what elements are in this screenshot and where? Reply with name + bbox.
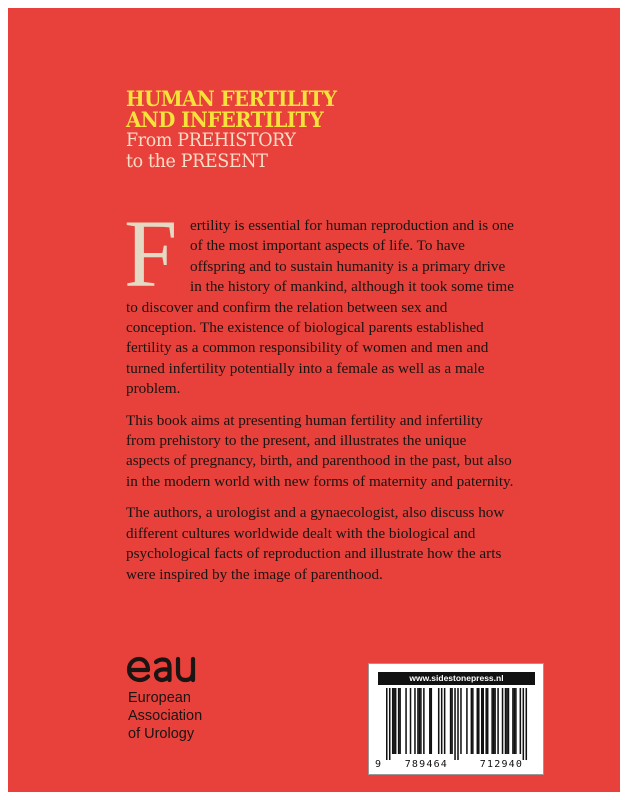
subtitle-line-2: to the PRESENT bbox=[126, 150, 268, 172]
barcode-bar bbox=[515, 688, 517, 754]
title-block bbox=[126, 88, 466, 172]
barcode-bar bbox=[485, 688, 487, 754]
barcode-bar bbox=[419, 688, 421, 754]
barcode-bar bbox=[478, 688, 480, 754]
barcode-bar bbox=[481, 688, 483, 754]
barcode-bar bbox=[526, 688, 528, 760]
barcode-icon bbox=[378, 688, 535, 762]
eau-logo-line-3: of Urology bbox=[128, 726, 195, 742]
barcode-bar bbox=[438, 688, 440, 754]
barcode-digit-first: 9 bbox=[375, 759, 383, 770]
barcode-group-1: 789464 bbox=[404, 759, 449, 770]
barcode-bar bbox=[457, 688, 459, 760]
barcode-bar bbox=[520, 688, 522, 754]
barcode-bar bbox=[472, 688, 474, 754]
title-line-2: AND INFERTILITY bbox=[126, 107, 324, 132]
blurb-paragraph-3: The authors, a urologist and a gynaecologist, also discuss how different cultures worldwide dealt with the biological and psychological facts of reproduction and illustrate how the arts were inspired by the image of parenthood. bbox=[126, 504, 505, 583]
barcode-bar bbox=[441, 688, 443, 754]
barcode-bar bbox=[423, 688, 425, 754]
blurb-paragraph-2: This book aims at presenting human fertility and infertility from prehistory to the present, and illustrates the unique aspects of pregnancy, birth, and parenthood in the past, but also in the modern world with new forms of maternity and paternity. bbox=[126, 411, 514, 490]
dropcap-letter: F bbox=[124, 200, 178, 307]
barcode-bar bbox=[431, 688, 433, 754]
dropcap-container bbox=[124, 200, 188, 307]
barcode-bar bbox=[508, 688, 510, 754]
book-back-cover bbox=[8, 8, 620, 792]
barcode-group-2: 712940 bbox=[479, 759, 524, 770]
barcode-bar bbox=[450, 688, 452, 754]
subtitle-line-1: From PREHISTORY bbox=[126, 129, 296, 151]
barcode-bar bbox=[429, 688, 431, 754]
barcode-bar bbox=[491, 688, 493, 754]
barcode-bar bbox=[451, 688, 453, 754]
barcode-label bbox=[368, 663, 544, 775]
blurb-paragraph-1-text: ertility is essential for human reproduction and is one of the most important aspects of life. To have offspring and to sustain humanity is a primary drive in the history of mankind, although it took some time to discover and confirm the relation between sex and conception. The existence of biological parents established fertility as a common responsibility of women and men and turned infertility potentially into a female as well as a male problem. bbox=[126, 217, 514, 398]
barcode-bar bbox=[417, 688, 419, 754]
eau-logo-line-1: European bbox=[128, 690, 191, 706]
barcode-bar bbox=[514, 688, 516, 754]
eau-logo-line-2: Association bbox=[128, 708, 203, 724]
barcode-bar bbox=[482, 688, 484, 754]
barcode-bar bbox=[399, 688, 401, 754]
barcode-bar bbox=[477, 688, 479, 754]
barcode-bar bbox=[466, 688, 468, 754]
eau-logo-text bbox=[128, 689, 202, 743]
barcode-bar bbox=[410, 688, 412, 754]
barcode-bar bbox=[505, 688, 507, 754]
barcode-number bbox=[375, 759, 539, 771]
barcode-bar bbox=[487, 688, 489, 754]
barcode-bar bbox=[395, 688, 397, 754]
barcode-bar bbox=[414, 688, 416, 754]
barcode-bar bbox=[392, 688, 394, 754]
barcode-bar bbox=[460, 688, 462, 754]
barcode-bar bbox=[502, 688, 504, 754]
barcode-bar bbox=[471, 688, 473, 754]
barcode-bar bbox=[444, 688, 446, 754]
barcode-bar bbox=[420, 688, 422, 754]
barcode-url: www.sidestonepress.nl bbox=[378, 672, 535, 685]
barcode-bar bbox=[506, 688, 508, 754]
barcode-bar bbox=[386, 688, 388, 760]
eau-logo-mark-icon bbox=[126, 654, 206, 684]
title-line-1: HUMAN FERTILITY bbox=[126, 86, 337, 111]
blurb-text bbox=[124, 200, 514, 596]
barcode-bar bbox=[512, 688, 514, 754]
barcode-bar bbox=[493, 688, 495, 754]
barcode-bar bbox=[494, 688, 496, 754]
barcode-bar bbox=[398, 688, 400, 754]
barcode-bar bbox=[393, 688, 395, 754]
barcode-bar bbox=[523, 688, 525, 760]
barcode-bar bbox=[405, 688, 407, 754]
barcode-bar bbox=[389, 688, 391, 760]
eau-logo bbox=[128, 656, 298, 746]
barcode-bar bbox=[497, 688, 499, 754]
barcode-bar bbox=[454, 688, 456, 760]
blurb-paragraph-1 bbox=[124, 200, 514, 400]
